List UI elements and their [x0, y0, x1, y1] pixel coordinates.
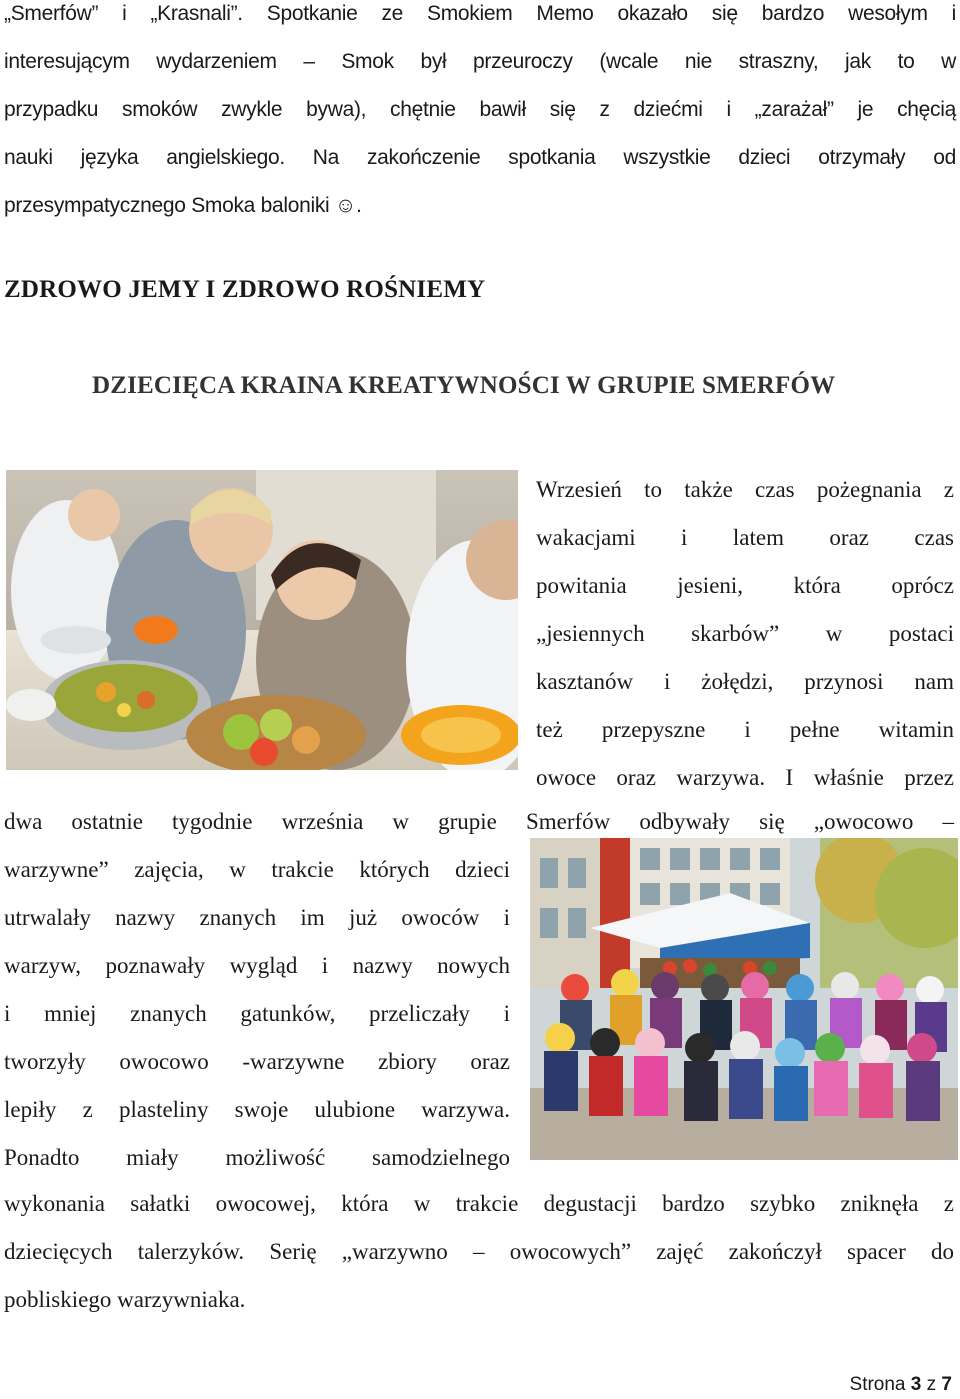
text-line: Ponadto miały możliwość samodzielnego: [4, 1145, 510, 1170]
children-salad-photo: [6, 470, 518, 770]
text-line: dziecięcych talerzyków. Serię „warzywno – owocowych” zajęć zakończył spacer do: [4, 1239, 954, 1264]
footer-label: Strona: [849, 1374, 906, 1395]
text-line: warzywne” zajęcia, w trakcie których dzieci: [4, 857, 510, 882]
text-line: wakacjami i latem oraz czas: [536, 525, 954, 550]
text-line: dwa ostatnie tygodnie września w grupie Smerfów odbywały się „owocowo –: [4, 809, 954, 834]
text-line: i mniej znanych gatunków, przeliczały i: [4, 1001, 510, 1026]
text-line: Wrzesień to także czas pożegnania z: [536, 477, 954, 502]
footer-total: 7: [941, 1374, 952, 1395]
children-group-photo: [530, 838, 958, 1160]
text-line: przesympatycznego Smoka baloniki ☺.: [4, 194, 362, 217]
text-line: nauki języka angielskiego. Na zakończenie spotkania wszystkie dzieci otrzymały od: [4, 146, 956, 169]
text-line: „Smerfów” i „Krasnali”. Spotkanie ze Smokiem Memo okazało się bardzo wesołym i: [4, 2, 956, 25]
text-line: interesującym wydarzeniem – Smok był przeuroczy (wcale nie straszny, jak to w: [4, 50, 956, 73]
intro-paragraph: [4, 0, 956, 230]
salad-photo-image: [6, 470, 518, 770]
body-closing-paragraph: [4, 1180, 954, 1324]
section-subheading: DZIECIĘCA KRAINA KREATYWNOŚCI W GRUPIE SMERFÓW: [92, 372, 836, 399]
text-line: kasztanów i żołędzi, przynosi nam: [536, 669, 954, 694]
text-line: pobliskiego warzywniaka.: [4, 1287, 246, 1312]
text-line: przypadku smoków zwykle bywa), chętnie bawił się z dziećmi i „zarażał” je chęcią: [4, 98, 956, 121]
text-line: powitania jesieni, która oprócz: [536, 573, 954, 598]
text-line: utrwalały nazwy znanych im już owoców i: [4, 905, 510, 930]
text-line: też przepyszne i pełne witamin: [536, 717, 954, 742]
intro-body-paragraph: [536, 466, 954, 802]
page-number-footer: [850, 1374, 952, 1396]
text-line: owoce oraz warzywa. I właśnie przez: [536, 765, 954, 790]
text-line: tworzyły owocowo -warzywne zbiory oraz: [4, 1049, 510, 1074]
text-line: lepiły z plasteliny swoje ulubione warzywa.: [4, 1097, 510, 1122]
section-heading: ZDROWO JEMY I ZDROWO ROŚNIEMY: [4, 276, 486, 303]
text-line: warzyw, poznawały wygląd i nazwy nowych: [4, 953, 510, 978]
footer-sep: z: [926, 1374, 937, 1395]
group-photo-image: [530, 838, 958, 1160]
text-line: wykonania sałatki owocowej, która w trakcie degustacji bardzo szybko zniknęła z: [4, 1191, 954, 1216]
footer-page: 3: [910, 1374, 922, 1395]
body-left-column: [4, 846, 510, 1182]
text-line: „jesiennych skarbów” w postaci: [536, 621, 954, 646]
